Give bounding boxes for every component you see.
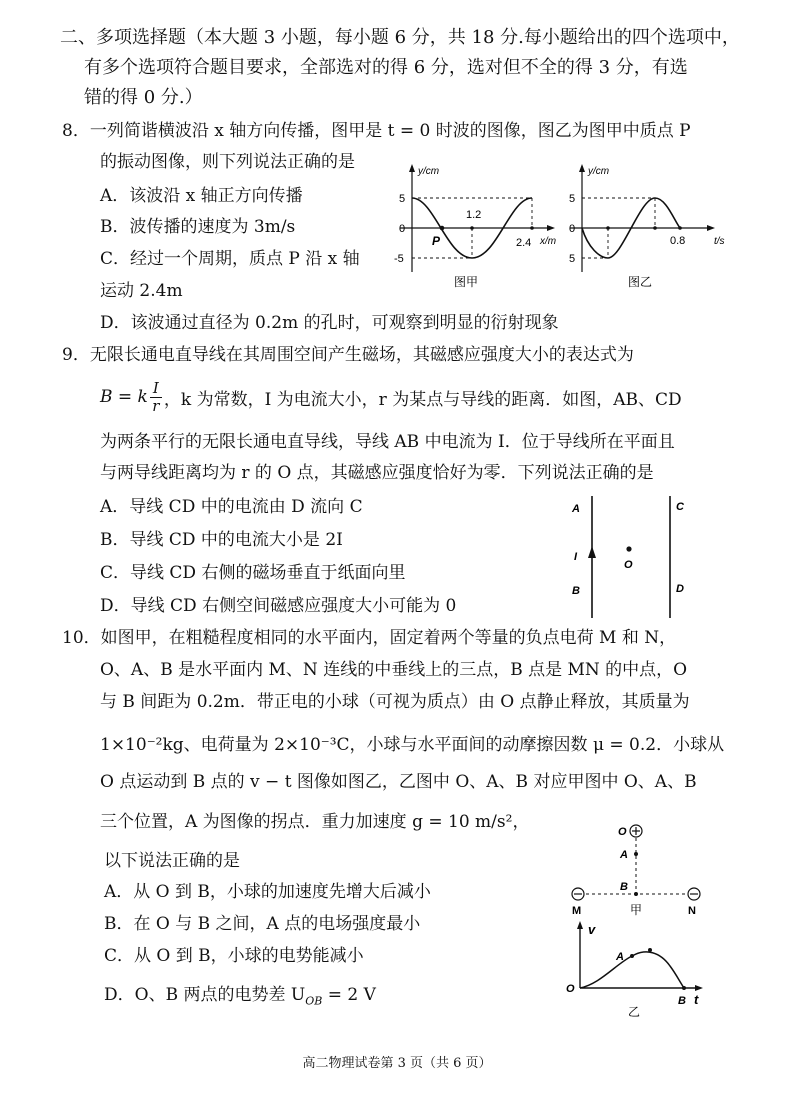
yi-ylabel: y/cm: [588, 166, 610, 177]
q9-figure: [562, 492, 702, 620]
q9-fraction: [150, 380, 162, 415]
q10-stem-line6: 三个位置，A 为图像的拐点．重力加速度 g = 10 m/s²，: [100, 812, 530, 832]
q8-option-d: D．该波通过直径为 0.2m 的孔时，可观察到明显的衍射现象: [100, 313, 559, 333]
q10-option-d-text: D．O、B 两点的电势差 U: [104, 985, 306, 1005]
q9-formula-line: [100, 372, 682, 422]
q9-formula: B = k: [100, 387, 148, 407]
q9-label-a: A: [572, 503, 580, 515]
q10-option-d: [104, 985, 376, 1008]
jia-ytick-zero: 0: [399, 223, 406, 235]
q10-yi-t: t: [694, 992, 699, 1007]
q10-option-d-tail: = 2 V: [322, 985, 376, 1005]
jia-mark-mid: 1.2: [466, 209, 482, 221]
q8-option-b: B．波传播的速度为 3m/s: [100, 217, 296, 237]
q10-jia-m: M: [572, 905, 582, 917]
q9-label-i: I: [574, 551, 578, 563]
q10-yi-a: A: [616, 951, 624, 963]
q10-stem-line4: 1×10⁻²kg、电荷量为 2×10⁻³C，小球与水平面间的动摩擦因数 μ = 0.2．小球从: [100, 735, 725, 755]
q10-jia-a: A: [620, 849, 628, 861]
q10-jia-caption: 甲: [630, 903, 643, 917]
jia-ytick-top: 5: [399, 193, 406, 205]
page-footer: 高二物理试卷第 3 页（共 6 页）: [302, 1056, 492, 1071]
section-title-line1: 二、多项选择题（本大题 3 小题，每小题 6 分，共 18 分.每小题给出的四个选项中，: [60, 27, 740, 48]
q10-stem-line5: O 点运动到 B 点的 v − t 图像如图乙，乙图中 O、A、B 对应甲图中 O、A、B: [100, 772, 697, 792]
q10-yi-o: O: [566, 983, 575, 995]
q10-figure-jia: [560, 820, 720, 920]
q10-yi-v: v: [588, 922, 596, 937]
q9-label-o: O: [624, 559, 633, 571]
jia-caption: 图甲: [454, 275, 479, 289]
section-title-line2: 有多个选项符合题目要求，全部选对的得 6 分，选对但不全的得 3 分，有选: [84, 57, 688, 78]
jia-mark-end: 2.4: [516, 237, 532, 249]
jia-xlabel: x/m: [540, 236, 557, 247]
q10-option-a: A．从 O 到 B，小球的加速度先增大后减小: [104, 882, 431, 902]
jia-ytick-bottom: -5: [394, 253, 404, 265]
q8-stem-line2: 的振动图像，则下列说法正确的是: [100, 152, 355, 172]
jia-ylabel: y/cm: [418, 166, 440, 177]
jia-point-p: P: [432, 234, 441, 248]
q9-label-b: B: [572, 585, 580, 597]
q9-frac-den: r: [152, 396, 160, 415]
q9-frac-num: I: [152, 378, 159, 397]
yi-ytick-bottom: 5: [569, 253, 576, 265]
q8-stem-line1: 8．一列简谐横波沿 x 轴方向传播，图甲是 t = 0 时波的图像，图乙为图甲中质点 P: [62, 121, 691, 141]
q8-figure-yi: [562, 160, 742, 290]
q8-option-c: C．经过一个周期，质点 P 沿 x 轴: [100, 249, 360, 269]
q10-option-b: B．在 O 与 B 之间，A 点的电场强度最小: [104, 914, 421, 934]
q10-figure-yi: [560, 918, 720, 1024]
q10-jia-b: B: [620, 881, 628, 893]
q9-option-c: C．导线 CD 右侧的磁场垂直于纸面向里: [100, 563, 406, 583]
q8-option-c-cont: 运动 2.4m: [100, 281, 183, 301]
yi-mark-end: 0.8: [670, 235, 686, 247]
q9-option-b: B．导线 CD 中的电流大小是 2I: [100, 530, 343, 550]
q10-stem-line7: 以下说法正确的是: [104, 851, 240, 871]
q9-stem-line3: 为两条平行的无限长通电直导线，导线 AB 中电流为 I．位于导线所在平面且: [100, 432, 675, 452]
q9-stem-line4: 与两导线距离均为 r 的 O 点，其磁感应强度恰好为零．下列说法正确的是: [100, 463, 654, 483]
q9-option-a: A．导线 CD 中的电流由 D 流向 C: [100, 497, 363, 517]
q9-label-c: C: [676, 501, 684, 513]
q9-option-d: D．导线 CD 右侧空间磁感应强度大小可能为 0: [100, 596, 457, 616]
q10-stem-line3: 与 B 间距为 0.2m．带正电的小球（可视为质点）由 O 点静止释放，其质量为: [100, 692, 690, 712]
q8-figure-jia: [392, 160, 572, 290]
q10-option-d-sub: OB: [305, 994, 323, 1008]
yi-caption: 图乙: [628, 275, 653, 289]
q10-stem-line2: O、A、B 是水平面内 M、N 连线的中垂线上的三点，B 点是 MN 的中点，O: [100, 660, 688, 680]
q10-yi-caption: 乙: [628, 1005, 641, 1019]
yi-ytick-top: 5: [569, 193, 576, 205]
yi-ytick-zero: 0: [569, 223, 576, 235]
q10-jia-o: O: [618, 826, 627, 838]
q9-stem-line2: ，k 为常数，I 为电流大小，r 为某点与导线的距离．如图，AB、CD: [163, 389, 682, 410]
q10-yi-b: B: [678, 995, 686, 1007]
q10-stem-line1: 10．如图甲，在粗糙程度相同的水平面内，固定着两个等量的负点电荷 M 和 N，: [62, 628, 677, 648]
q9-label-d: D: [676, 583, 684, 595]
q10-jia-n: N: [688, 905, 696, 917]
q9-stem-line1: 9．无限长通电直导线在其周围空间产生磁场，其磁感应强度大小的表达式为: [62, 345, 634, 365]
q8-option-a: A．该波沿 x 轴正方向传播: [100, 186, 303, 206]
section-title-line3: 错的得 0 分.）: [84, 87, 203, 108]
yi-xlabel: t/s: [714, 236, 725, 247]
q10-option-c: C．从 O 到 B，小球的电势能减小: [104, 946, 364, 966]
